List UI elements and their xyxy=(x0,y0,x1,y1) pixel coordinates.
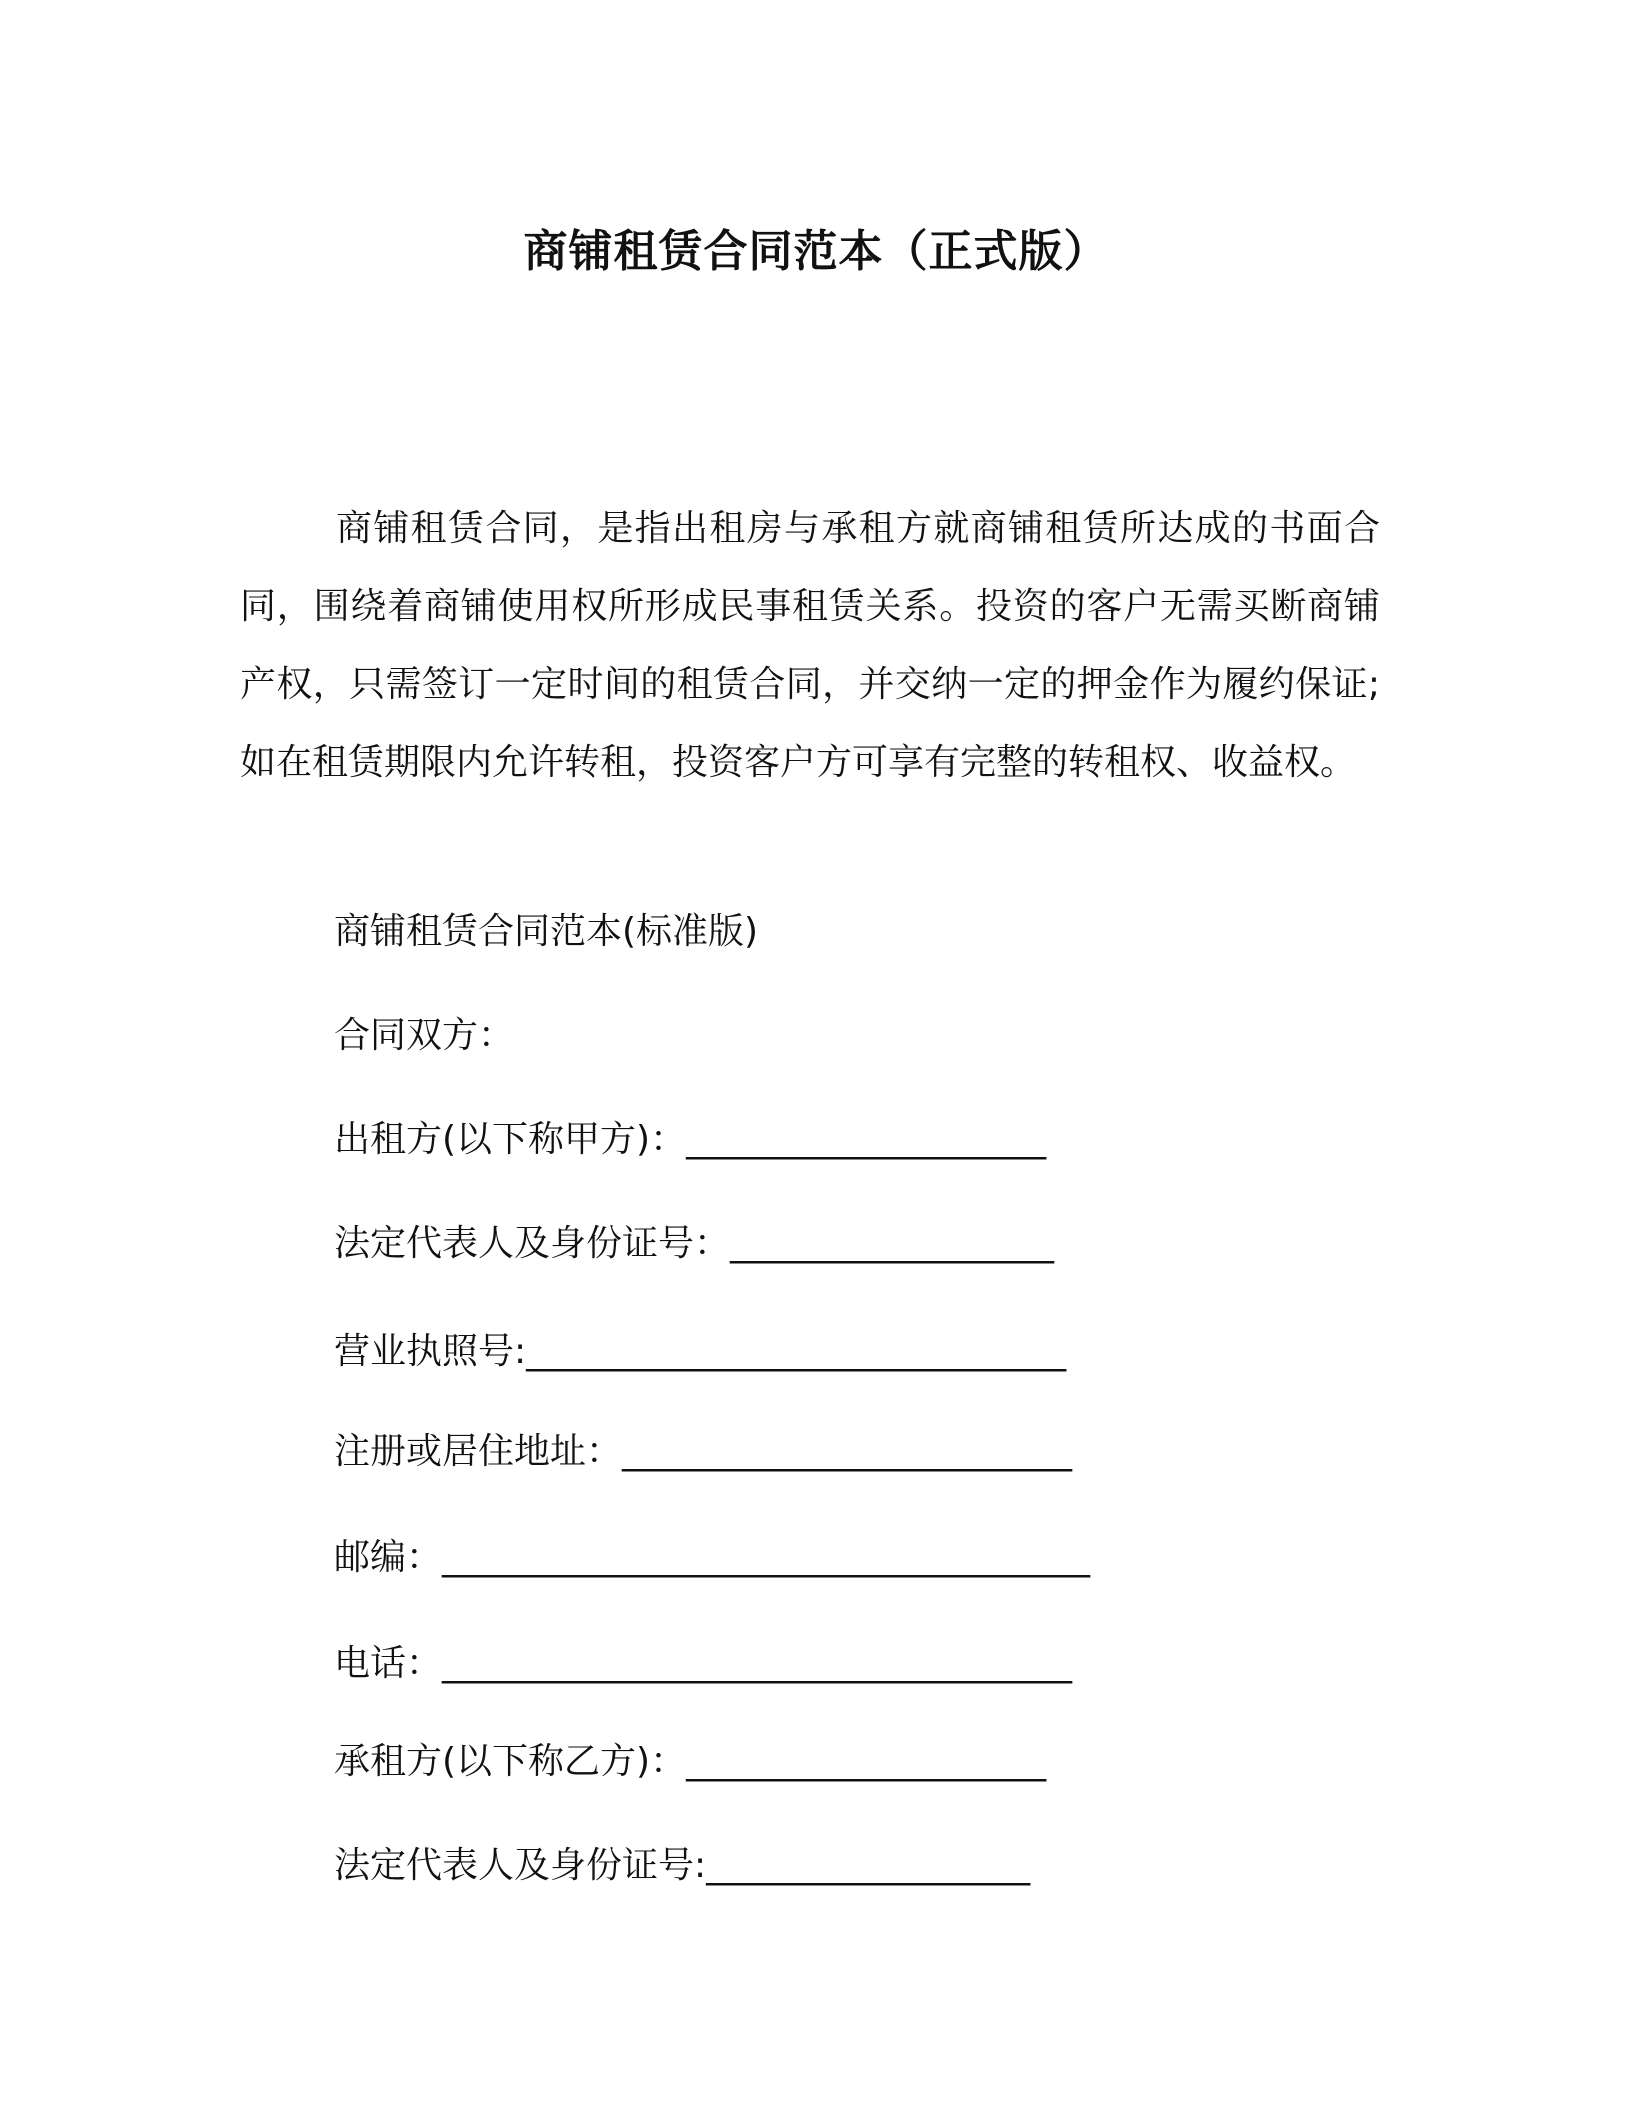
lessee-representative-field: 法定代表人及身份证号:__________________ xyxy=(334,1845,1031,1886)
lessor-representative-field: 法定代表人及身份证号：__________________ xyxy=(334,1223,1055,1264)
subtitle-line: 商铺租赁合同范本(标准版) xyxy=(334,911,759,952)
parties-heading: 合同双方： xyxy=(334,1015,515,1056)
address-field: 注册或居住地址：_________________________ xyxy=(334,1431,1073,1472)
postcode-field: 邮编：____________________________________ xyxy=(334,1537,1091,1578)
intro-paragraph: 商铺租赁合同，是指出租房与承租方就商铺租赁所达成的书面合同，围绕着商铺使用权所形成民事租赁关系。投资的客户无需买断商铺产权，只需签订一定时间的租赁合同，并交纳一定的押金作为履约保证;如在租赁期限内允许转租，投资客户方可享有完整的转租权、收益权。 xyxy=(240,508,1380,783)
lessee-field: 承租方(以下称乙方)：____________________ xyxy=(334,1741,1047,1782)
document-title: 商铺租赁合同范本（正式版） xyxy=(523,226,1109,277)
business-license-field: 营业执照号:______________________________ xyxy=(334,1331,1067,1372)
phone-field: 电话：___________________________________ xyxy=(334,1643,1073,1684)
lessor-field: 出租方(以下称甲方)：____________________ xyxy=(334,1119,1047,1160)
